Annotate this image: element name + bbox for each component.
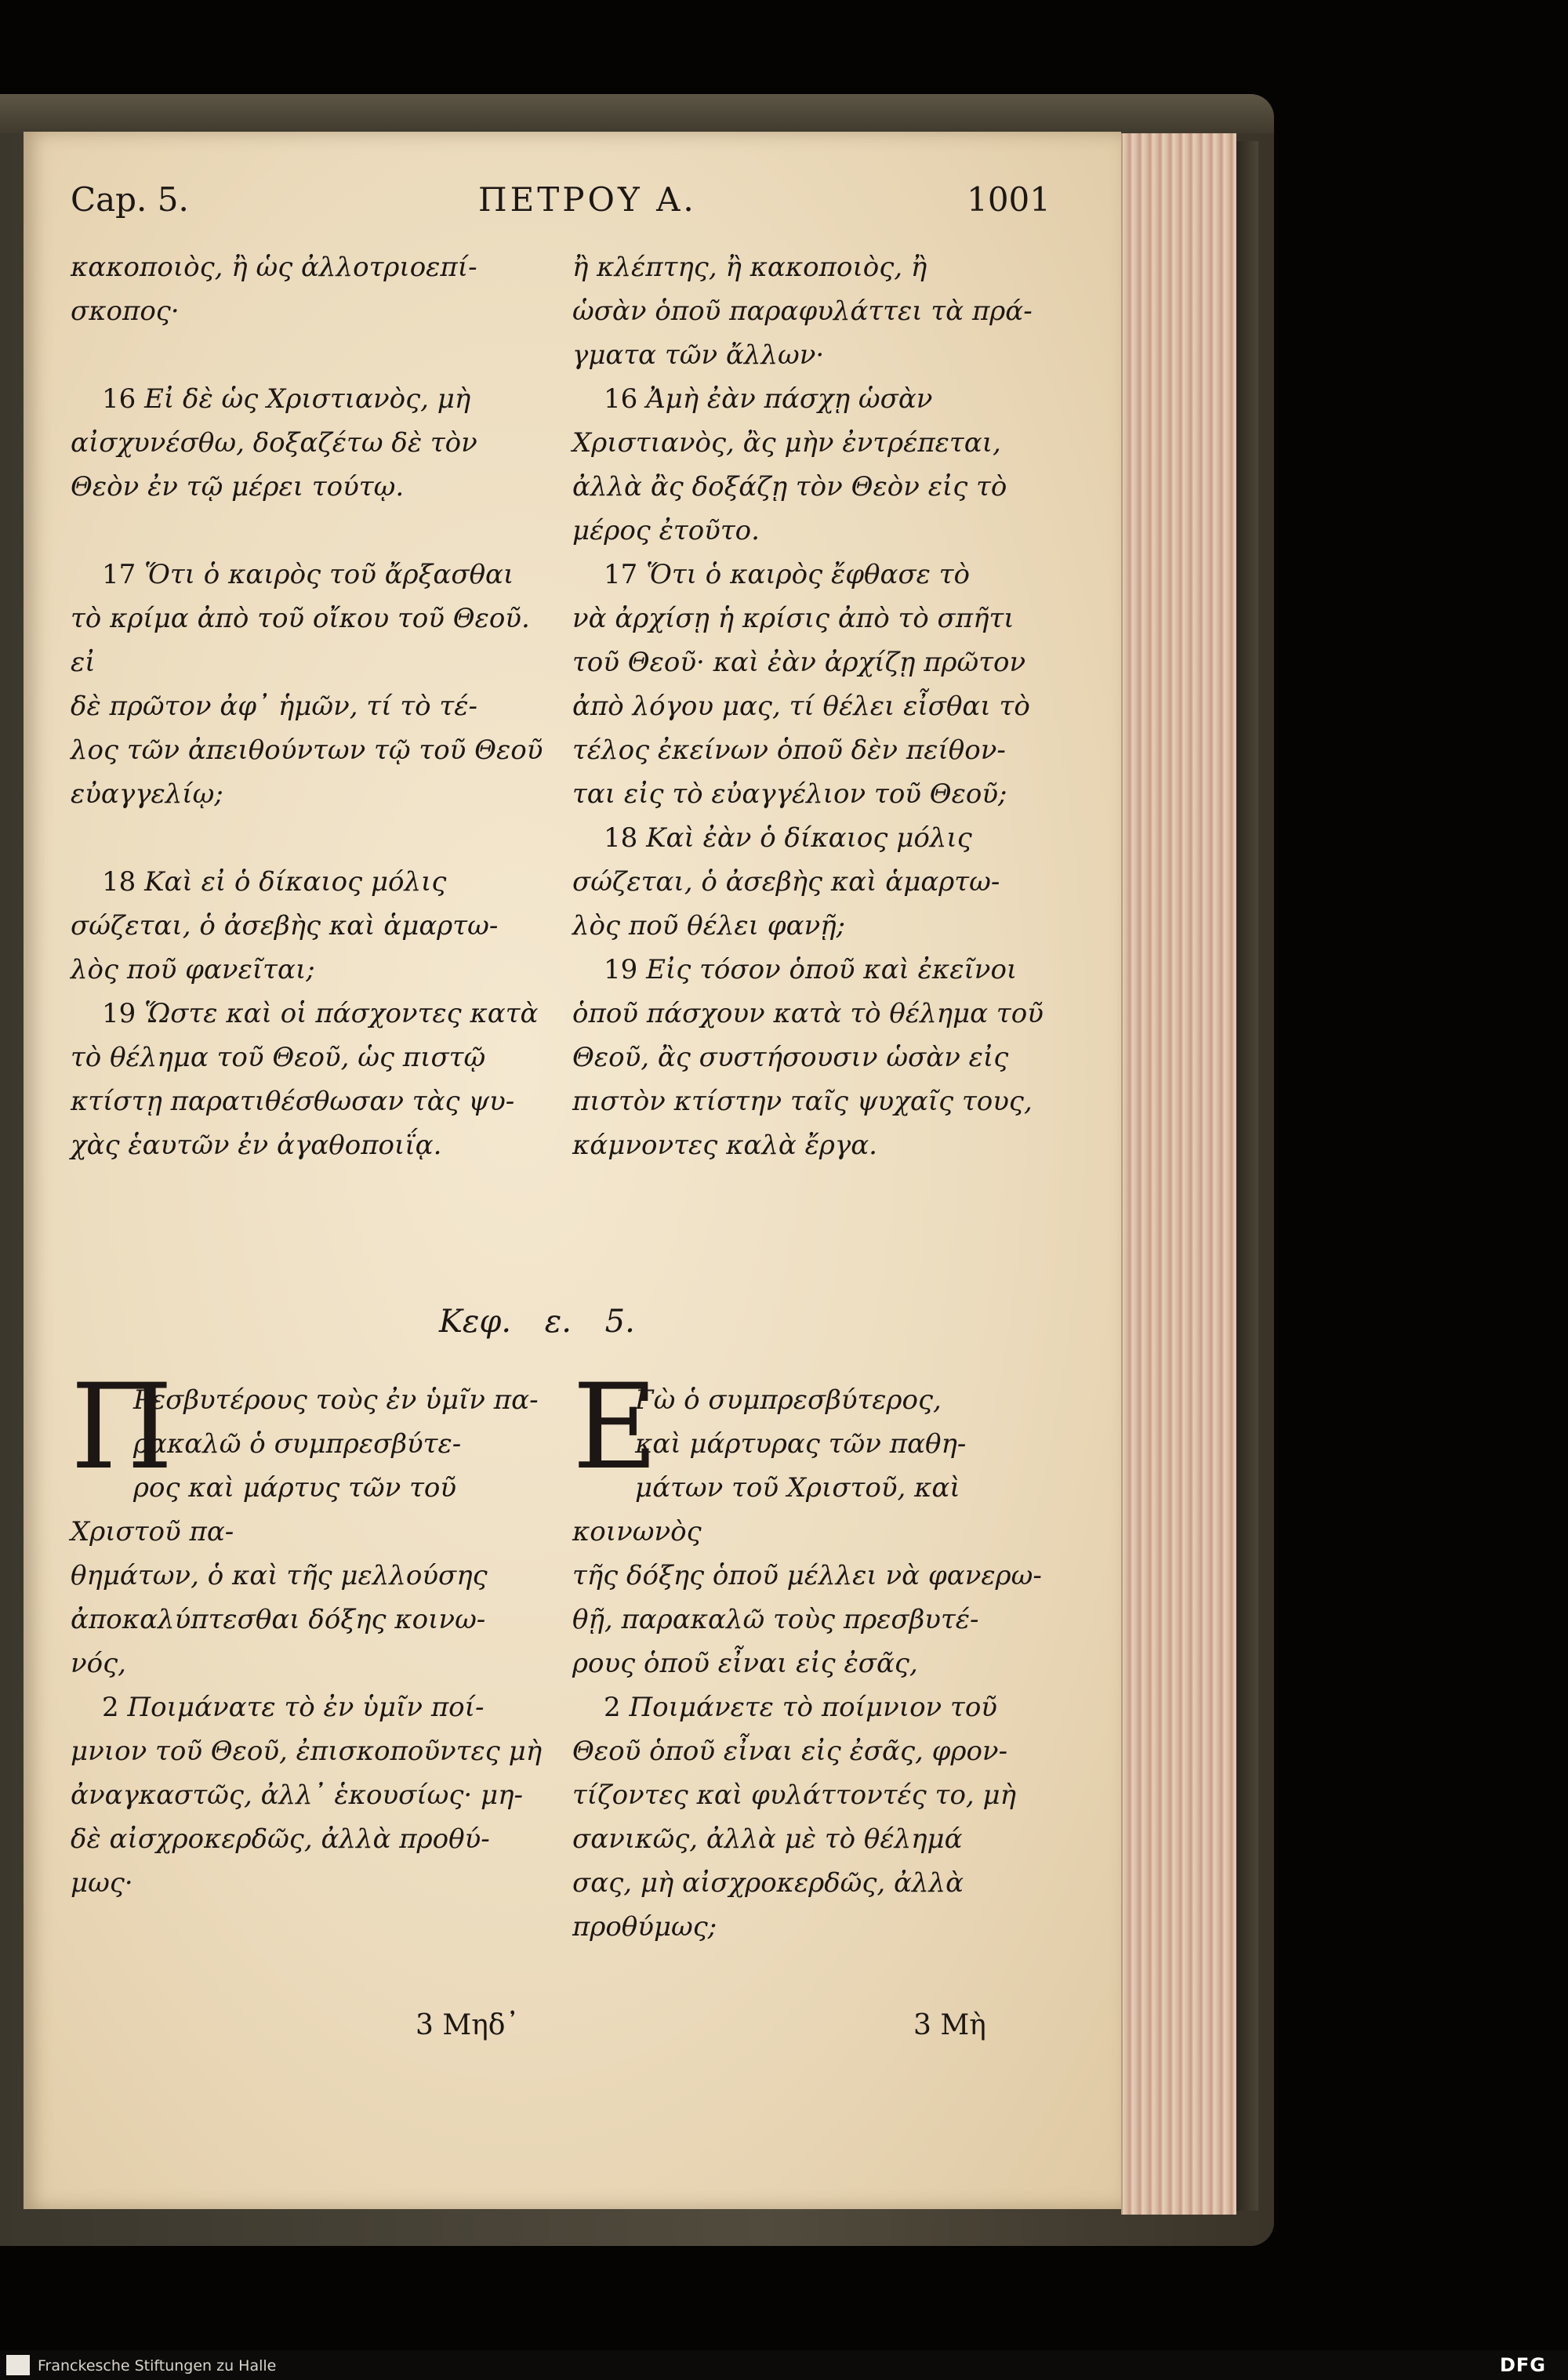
book-page bbox=[24, 132, 1121, 2209]
line-text: Χριστιανὸς, ἂς μὴν ἐντρέπεται, bbox=[572, 427, 1001, 459]
verse-number: 19 bbox=[604, 954, 638, 985]
text-line bbox=[572, 245, 1051, 289]
text-line: νός, bbox=[71, 1648, 126, 1679]
footer-source: Franckesche Stiftungen zu Halle bbox=[38, 2357, 277, 2375]
verse-gap bbox=[71, 816, 549, 860]
line-text: λὸς ποῦ θέλει φανῇ; bbox=[572, 910, 846, 941]
text-line bbox=[572, 772, 1051, 816]
line-text: Καὶ εἰ ὁ δίκαιος μόλις bbox=[144, 866, 447, 898]
line-text: προθύμως; bbox=[572, 1911, 717, 1943]
verse-number: 17 bbox=[604, 559, 638, 590]
line-text: τέλος ἐκείνων ὁποῦ δὲν πείθον- bbox=[572, 735, 1006, 766]
line-text: αἰσχυνέσθω, δοξαζέτω δὲ τὸν bbox=[71, 427, 477, 459]
line-text: Ὥστε καὶ οἱ πάσχοντες κατὰ bbox=[144, 998, 539, 1029]
line-text: σκοπος· bbox=[71, 296, 180, 327]
text-line: ἀποκαλύπτεσθαι δόξης κοινω- bbox=[71, 1604, 486, 1635]
verse-number: 19 bbox=[102, 998, 136, 1029]
line-text: Ἀμὴ ἐὰν πάσχῃ ὡσὰν bbox=[646, 383, 933, 415]
line-text: τὸ κρίμα ἀπὸ τοῦ οἴκου τοῦ Θεοῦ. εἰ bbox=[71, 603, 530, 678]
line-text: πιστὸν κτίστην ταῖς ψυχαῖς τους, bbox=[572, 1086, 1033, 1117]
text-line bbox=[572, 860, 1051, 904]
text-line: τῆς δόξης ὁποῦ μέλλει νὰ φανερω- bbox=[572, 1560, 1042, 1591]
text-line bbox=[572, 509, 1051, 553]
line-text: μέρος ἐτοῦτο. bbox=[572, 515, 760, 546]
chapter-heading: Κεφ. ε. 5. bbox=[439, 1304, 635, 1340]
line-text: χὰς ἑαυτῶν ἐν ἀγαθοποιΐᾳ. bbox=[71, 1130, 442, 1161]
line-text: κάμνοντες καλὰ ἔργα. bbox=[572, 1130, 877, 1161]
text-line: Ρεσβυτέρους τοὺς ἐν ὑμῖν πα- bbox=[133, 1384, 539, 1416]
right-verse-2 bbox=[572, 1685, 1051, 1949]
line-text: Θεὸν ἐν τῷ μέρει τούτῳ. bbox=[71, 471, 405, 502]
text-line bbox=[572, 1729, 1051, 1773]
footer-bar bbox=[0, 2350, 1568, 2380]
text-line: Γὼ ὁ συμπρεσβύτερος, bbox=[635, 1384, 942, 1416]
right-column-bottom bbox=[572, 1359, 1051, 1949]
text-line bbox=[572, 597, 1051, 640]
verse-number: 18 bbox=[604, 822, 638, 854]
text-line bbox=[71, 289, 549, 333]
line-text: εὐαγγελίῳ; bbox=[71, 778, 223, 810]
line-text: σώζεται, ὁ ἀσεβὴς καὶ ἁμαρτω- bbox=[572, 866, 1000, 898]
text-line bbox=[572, 333, 1051, 377]
line-text: Θεοῦ, ἂς συστήσουσιν ὡσὰν εἰς bbox=[572, 1042, 1009, 1073]
line-text: σώζεται, ὁ ἀσεβὴς καὶ ἁμαρτω- bbox=[71, 910, 499, 941]
book-title: ΠΕΤΡΟΥ Α. bbox=[478, 180, 697, 219]
institution-logo-icon bbox=[6, 2355, 30, 2375]
line-text: τὸ θέλημα τοῦ Θεοῦ, ὡς πιστῷ bbox=[71, 1042, 486, 1073]
line-text: Ὅτι ὁ καιρὸς ἔφθασε τὸ bbox=[646, 559, 970, 590]
text-line bbox=[572, 1123, 1051, 1167]
line-text: τοῦ Θεοῦ· καὶ ἐὰν ἀρχίζῃ πρῶτον bbox=[572, 647, 1026, 678]
verse-number: 16 bbox=[102, 383, 136, 415]
left-column-top bbox=[71, 245, 549, 1167]
dfg-logo: DFG bbox=[1499, 2354, 1546, 2376]
text-line: καὶ μάρτυρας τῶν παθη- bbox=[635, 1428, 967, 1460]
line-text: σανικῶς, ἀλλὰ μὲ τὸ θέλημά bbox=[572, 1823, 963, 1855]
text-line bbox=[572, 421, 1051, 465]
text-line bbox=[572, 1773, 1051, 1817]
verse-gap bbox=[71, 509, 549, 553]
line-text: λος τῶν ἀπειθούντων τῷ τοῦ Θεοῦ bbox=[71, 735, 543, 766]
line-text: μνιον τοῦ Θεοῦ, ἐπισκοποῦντες μὴ bbox=[71, 1736, 543, 1767]
line-text: Ποιμάνατε τὸ ἐν ὑμῖν ποί- bbox=[127, 1692, 485, 1723]
line-text: ἀναγκαστῶς, ἀλλ᾽ ἑκουσίως· μη- bbox=[71, 1780, 523, 1811]
text-line: ρος καὶ μάρτυς τῶν τοῦ Χριστοῦ πα- bbox=[71, 1472, 457, 1547]
text-line bbox=[71, 1861, 549, 1905]
text-line bbox=[572, 1905, 1051, 1949]
dropcap-letter: Ε bbox=[572, 1359, 659, 1496]
chapter-label: Cap. 5. bbox=[71, 180, 189, 219]
line-text: Ποιμάνετε τὸ ποίμνιον τοῦ bbox=[629, 1692, 997, 1723]
text-line bbox=[71, 1685, 549, 1729]
left-verse-2 bbox=[71, 1685, 549, 1905]
text-line bbox=[71, 1729, 549, 1773]
line-text: δὲ πρῶτον ἀφ᾽ ἡμῶν, τί τὸ τέ- bbox=[71, 691, 477, 722]
text-line bbox=[71, 860, 549, 904]
text-line bbox=[572, 377, 1051, 421]
text-line bbox=[71, 1079, 549, 1123]
line-text: Εἰς τόσον ὁποῦ καὶ ἐκεῖνοι bbox=[646, 954, 1018, 985]
right-bottom-lines bbox=[572, 1359, 1051, 1685]
running-head bbox=[71, 180, 1051, 227]
line-text: τίζοντες καὶ φυλάττοντές το, μὴ bbox=[572, 1780, 1017, 1811]
text-line: μάτων τοῦ Χριστοῦ, καὶ κοινωνὸς bbox=[572, 1472, 960, 1547]
verse-gap bbox=[71, 333, 549, 377]
text-line: θημάτων, ὁ καὶ τῆς μελλούσης bbox=[71, 1560, 488, 1591]
catchword-right: 3 Μὴ bbox=[913, 2009, 986, 2041]
line-text: λὸς ποῦ φανεῖται; bbox=[71, 954, 315, 985]
line-text: μως· bbox=[71, 1867, 133, 1899]
text-line bbox=[572, 684, 1051, 728]
text-line bbox=[71, 553, 549, 597]
text-line bbox=[572, 1036, 1051, 1079]
text-line bbox=[572, 640, 1051, 684]
text-line: ρους ὁποῦ εἶναι εἰς ἐσᾶς, bbox=[572, 1648, 918, 1679]
verse-number: 17 bbox=[102, 559, 136, 590]
text-line bbox=[572, 728, 1051, 772]
text-line bbox=[572, 1817, 1051, 1861]
line-text: ἀπὸ λόγου μας, τί θέλει εἶσθαι τὸ bbox=[572, 691, 1030, 722]
line-text: δὲ αἰσχροκερδῶς, ἀλλὰ προθύ- bbox=[71, 1823, 490, 1855]
text-line bbox=[572, 904, 1051, 948]
line-text: σας, μὴ αἰσχροκερδῶς, ἀλλὰ bbox=[572, 1867, 964, 1899]
right-column-top bbox=[572, 245, 1051, 1167]
text-line bbox=[71, 1123, 549, 1167]
text-line bbox=[71, 597, 549, 684]
text-line bbox=[71, 728, 549, 772]
text-line bbox=[71, 1773, 549, 1817]
line-text: νὰ ἀρχίσῃ ἡ κρίσις ἀπὸ τὸ σπῆτι bbox=[572, 603, 1014, 634]
text-line bbox=[572, 289, 1051, 333]
book-cover-top-edge bbox=[0, 94, 1274, 133]
text-line bbox=[71, 948, 549, 992]
text-line bbox=[572, 816, 1051, 860]
text-line bbox=[572, 1685, 1051, 1729]
line-text: γματα τῶν ἄλλων· bbox=[572, 339, 825, 371]
verse-number: 2 bbox=[102, 1692, 119, 1723]
text-line bbox=[572, 1079, 1051, 1123]
line-text: Θεοῦ ὁποῦ εἶναι εἰς ἐσᾶς, φρον- bbox=[572, 1736, 1008, 1767]
text-line bbox=[71, 377, 549, 421]
catchword-left: 3 Μηδ᾽ bbox=[416, 2009, 520, 2041]
text-line bbox=[71, 465, 549, 509]
line-text: ἀλλὰ ἂς δοξάζῃ τὸν Θεὸν εἰς τὸ bbox=[572, 471, 1007, 502]
text-line bbox=[71, 421, 549, 465]
text-line bbox=[71, 772, 549, 816]
line-text: Καὶ ἐὰν ὁ δίκαιος μόλις bbox=[646, 822, 972, 854]
line-text: κτίστῃ παρατιθέσθωσαν τὰς ψυ- bbox=[71, 1086, 515, 1117]
text-line bbox=[71, 992, 549, 1036]
text-line bbox=[572, 465, 1051, 509]
text-line bbox=[572, 1861, 1051, 1905]
verse-number: 18 bbox=[102, 866, 136, 898]
line-text: ὡσὰν ὁποῦ παραφυλάττει τὰ πρά- bbox=[572, 296, 1033, 327]
page-number: 1001 bbox=[967, 180, 1051, 219]
verse-number: 16 bbox=[604, 383, 638, 415]
verse-number: 2 bbox=[604, 1692, 621, 1723]
text-line bbox=[572, 992, 1051, 1036]
line-text: Εἰ δὲ ὡς Χριστιανὸς, μὴ bbox=[144, 383, 471, 415]
line-text: ἢ κλέπτης, ἢ κακοποιὸς, ἢ bbox=[572, 252, 927, 283]
line-text: ὁποῦ πάσχουν κατὰ τὸ θέλημα τοῦ bbox=[572, 998, 1044, 1029]
dropcap-letter: Π bbox=[71, 1359, 173, 1496]
left-column-bottom bbox=[71, 1359, 549, 1905]
book-cover-fore-edge bbox=[1235, 141, 1258, 2211]
text-line bbox=[572, 948, 1051, 992]
line-text: κακοποιὸς, ἢ ὡς ἀλλοτριοεπί- bbox=[71, 252, 477, 283]
text-line: ρακαλῶ ὁ συμπρεσβύτε- bbox=[133, 1428, 462, 1460]
line-text: Ὅτι ὁ καιρὸς τοῦ ἄρξασθαι bbox=[144, 559, 514, 590]
left-bottom-lines bbox=[71, 1359, 549, 1685]
text-line bbox=[572, 553, 1051, 597]
line-text: ται εἰς τὸ εὐαγγέλιον τοῦ Θεοῦ; bbox=[572, 778, 1007, 810]
text-line: θῇ, παρακαλῶ τοὺς πρεσβυτέ- bbox=[572, 1604, 979, 1635]
page-text bbox=[24, 132, 1145, 2209]
text-line bbox=[71, 1817, 549, 1861]
text-line bbox=[71, 1036, 549, 1079]
text-line bbox=[71, 684, 549, 728]
text-line bbox=[71, 245, 549, 289]
text-line bbox=[71, 904, 549, 948]
